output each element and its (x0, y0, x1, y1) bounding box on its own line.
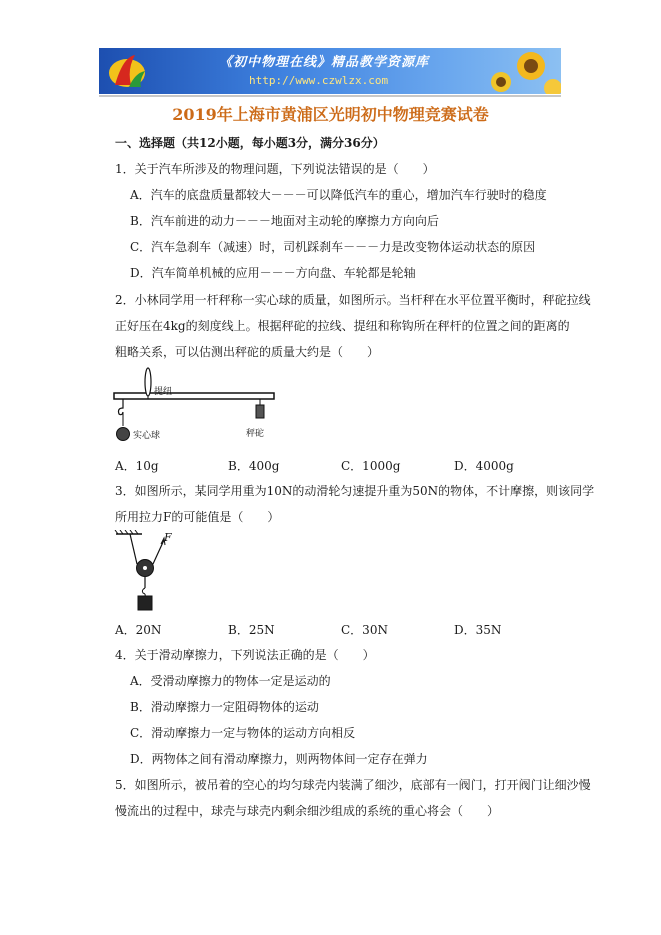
question-2-option-b: B．400g (228, 459, 280, 473)
question-3-option-a: A．20N (115, 623, 162, 637)
banner-url: http://www.czwlzx.com (249, 74, 389, 87)
banner-title: 《初中物理在线》精品教学资源库 (219, 55, 430, 70)
banner-divider (99, 95, 561, 97)
question-1-option-b: B．汽车前进的动力－－－地面对主动轮的摩擦力方向向后 (130, 214, 439, 228)
question-3-options (115, 621, 555, 637)
question-2-options (115, 457, 555, 473)
question-2-stem-line-3: 粗略关系，可以估测出秤砣的质量大约是（ ） (115, 345, 380, 359)
question-1-option-a: A．汽车的底盘质量都较大－－－可以降低汽车的重心，增加汽车行驶时的稳度 (130, 188, 547, 202)
header-banner (99, 48, 561, 94)
question-1-option-d: D．汽车简单机械的应用－－－方向盘、车轮都是轮轴 (130, 266, 416, 280)
question-5-stem-line-2: 慢流出的过程中，球壳与球壳内剩余细沙组成的系统的重心将会（ ） (115, 804, 500, 818)
section-heading: 一、选择题（共12小题，每小题3分，满分36分） (115, 136, 385, 150)
question-3-option-b: B．25N (228, 623, 275, 637)
question-4-stem: 4．关于滑动摩擦力，下列说法正确的是（ ） (115, 648, 375, 662)
question-2-option-c: C．1000g (341, 459, 401, 473)
counterweight-icon (256, 405, 264, 418)
pulley-figure (112, 530, 182, 616)
force-label: F (164, 531, 172, 544)
question-1-stem: 1．关于汽车所涉及的物理问题，下列说法错误的是（ ） (115, 162, 435, 176)
question-4-option-c: C．滑动摩擦力一定与物体的运动方向相反 (130, 726, 356, 740)
solid-ball-icon (117, 428, 130, 441)
document-title: 2019年上海市黄浦区光明初中物理竞赛试卷 (172, 105, 489, 124)
question-2-option-a: A．10g (115, 459, 159, 473)
question-2-option-d: D．4000g (454, 459, 514, 473)
site-logo-icon (105, 51, 149, 91)
load-block-icon (138, 596, 152, 610)
question-3-option-c: C．30N (341, 623, 388, 637)
counterweight-label: 秤砣 (246, 429, 265, 439)
sunflower-icon (441, 48, 561, 94)
question-3-stem-line-1: 3．如图所示，某同学用重为10N的动滑轮匀速提升重为50N的物体，不计摩擦，则该同学 (115, 484, 595, 498)
question-2-stem-line-2: 正好压在4kg的刻度线上。根据秤砣的拉线、提纽和称钩所在秤杆的位置之间的距离的 (115, 319, 570, 333)
question-1-option-c: C．汽车急刹车（减速）时，司机踩刹车－－－力是改变物体运动状态的原因 (130, 240, 536, 254)
question-4-option-a: A．受滑动摩擦力的物体一定是运动的 (130, 674, 331, 688)
question-3-option-d: D．35N (454, 623, 502, 637)
question-5-stem-line-1: 5．如图所示，被吊着的空心的均匀球壳内装满了细沙，底部有一阀门，打开阀门让细沙慢 (115, 778, 591, 792)
question-4-option-b: B．滑动摩擦力一定阻碍物体的运动 (130, 700, 319, 714)
question-4-option-d: D．两物体之间有滑动摩擦力，则两物体间一定存在弹力 (130, 752, 428, 766)
ball-label: 实心球 (133, 431, 161, 441)
question-2-stem-line-1: 2．小林同学用一杆秤称一实心球的质量，如图所示。当杆秤在水平位置平衡时，秤砣拉线 (115, 293, 591, 307)
question-3-stem-line-2: 所用拉力F的可能值是（ ） (115, 510, 280, 524)
steelyard-figure (112, 364, 282, 450)
knob-label: 提纽 (154, 387, 173, 397)
